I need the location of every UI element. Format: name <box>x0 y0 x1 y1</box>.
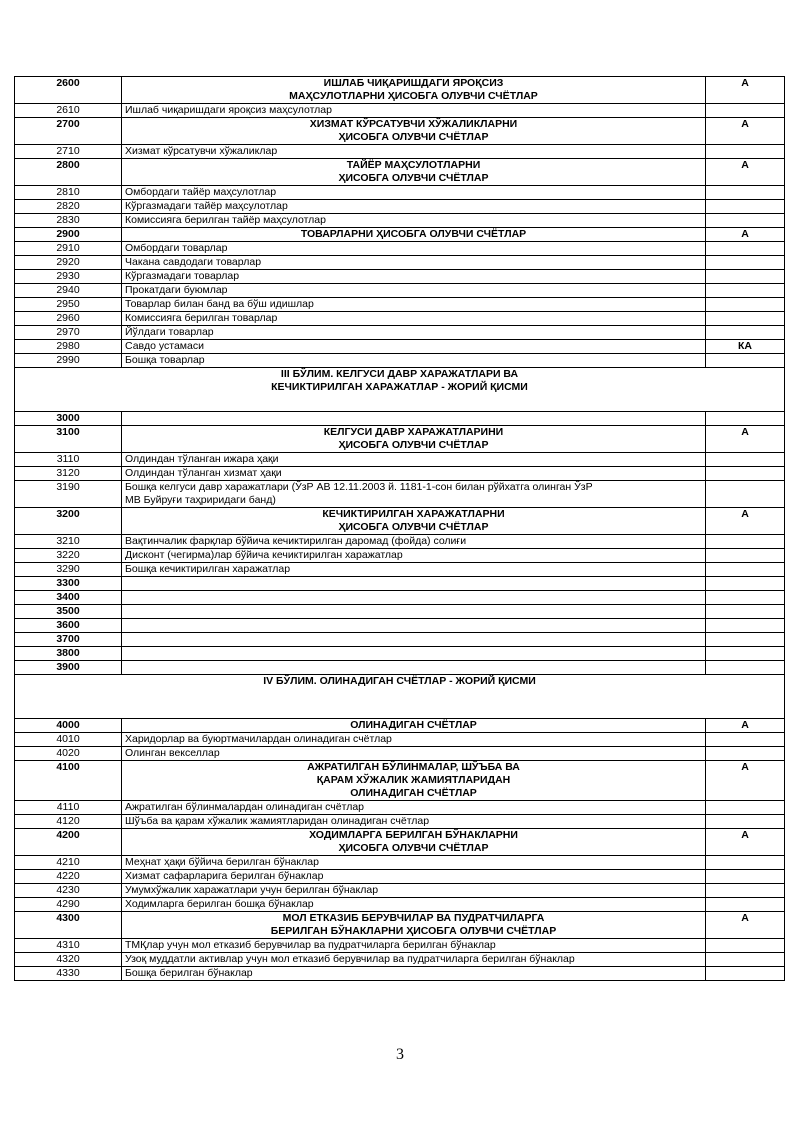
account-name <box>122 661 706 675</box>
account-type <box>706 939 785 953</box>
account-name <box>122 761 706 801</box>
account-name <box>122 256 706 270</box>
account-name <box>122 412 706 426</box>
account-name <box>122 298 706 312</box>
account-name-line: Харидорлар ва буюртмачилардан олинадиган счётлар <box>125 733 392 745</box>
account-name <box>122 214 706 228</box>
account-type <box>706 326 785 340</box>
account-name-line: Умумхўжалик харажатлари учун берилган бўнаклар <box>125 884 379 896</box>
account-code: 3400 <box>15 591 122 605</box>
account-group-row <box>15 228 785 242</box>
account-code: 3120 <box>15 467 122 481</box>
account-code: 4220 <box>15 870 122 884</box>
account-name <box>122 912 706 939</box>
account-type <box>706 354 785 368</box>
account-row <box>15 298 785 312</box>
account-group-row <box>15 508 785 535</box>
account-name <box>122 829 706 856</box>
account-name-line: Шўъба ва қарам хўжалик жамиятларидан олинадиган счётлар <box>125 815 430 827</box>
account-code: 3900 <box>15 661 122 675</box>
account-type <box>706 256 785 270</box>
account-name <box>122 326 706 340</box>
section-heading-line: IV БЎЛИМ. ОЛИНАДИГАН СЧЁТЛАР - ЖОРИЙ ҚИСМИ <box>263 675 536 687</box>
section-heading-row <box>15 368 785 412</box>
account-name-line: Чакана савдодаги товарлар <box>125 256 262 268</box>
account-type <box>706 563 785 577</box>
account-name-line: ТМҚлар учун мол етказиб берувчилар ва пудратчиларга берилган бўнаклар <box>125 939 496 951</box>
account-name <box>122 647 706 661</box>
account-name <box>122 953 706 967</box>
account-name <box>122 186 706 200</box>
account-name-line: ИШЛАБ ЧИҚАРИШДАГИ ЯРОҚСИЗ <box>323 77 504 89</box>
account-group-row <box>15 159 785 186</box>
account-name <box>122 159 706 186</box>
account-name-line: Ишлаб чиқаришдаги яроқсиз маҳсулотлар <box>125 104 332 116</box>
account-code: 4100 <box>15 761 122 801</box>
account-group-row <box>15 619 785 633</box>
account-type: А <box>706 77 785 104</box>
account-type <box>706 298 785 312</box>
account-name-line: Хизмат кўрсатувчи хўжаликлар <box>125 145 278 157</box>
account-name <box>122 733 706 747</box>
account-row <box>15 354 785 368</box>
account-code: 2980 <box>15 340 122 354</box>
account-name <box>122 508 706 535</box>
account-code: 2830 <box>15 214 122 228</box>
account-type: А <box>706 719 785 733</box>
account-row <box>15 563 785 577</box>
account-name-line: ОЛИНАДИГАН СЧЁТЛАР <box>350 787 477 799</box>
account-code: 4230 <box>15 884 122 898</box>
account-type <box>706 186 785 200</box>
account-type <box>706 815 785 829</box>
accounts-table-body <box>15 77 785 981</box>
account-row <box>15 801 785 815</box>
account-name <box>122 104 706 118</box>
account-type <box>706 577 785 591</box>
account-type: А <box>706 508 785 535</box>
account-type <box>706 747 785 761</box>
account-name <box>122 577 706 591</box>
section-heading-line: III БЎЛИМ. КЕЛГУСИ ДАВР ХАРАЖАТЛАРИ ВА <box>280 368 519 380</box>
section-heading-line: КЕЧИКТИРИЛГАН ХАРАЖАТЛАР - ЖОРИЙ ҚИСМИ <box>271 381 528 393</box>
account-name-line: Вақтинчалик фарқлар бўйича кечиктирилган даромад (фойда) солиғи <box>125 535 467 547</box>
account-type <box>706 412 785 426</box>
account-row <box>15 549 785 563</box>
account-type <box>706 870 785 884</box>
account-code: 2970 <box>15 326 122 340</box>
account-row <box>15 453 785 467</box>
account-code: 4210 <box>15 856 122 870</box>
account-code: 2910 <box>15 242 122 256</box>
account-type <box>706 549 785 563</box>
account-row <box>15 939 785 953</box>
account-row <box>15 340 785 354</box>
account-group-row <box>15 761 785 801</box>
account-type <box>706 884 785 898</box>
account-name-line: КЕЧИКТИРИЛГАН ХАРАЖАТЛАРНИ <box>322 508 505 520</box>
account-group-row <box>15 118 785 145</box>
account-name-line: Олдиндан тўланган хизмат ҳақи <box>125 467 282 479</box>
account-group-row <box>15 577 785 591</box>
account-type: А <box>706 829 785 856</box>
account-row <box>15 467 785 481</box>
account-row <box>15 967 785 981</box>
account-code: 2810 <box>15 186 122 200</box>
account-name-line: Кўргазмадаги товарлар <box>125 270 240 282</box>
account-group-row <box>15 412 785 426</box>
account-code: 3700 <box>15 633 122 647</box>
section-heading-row <box>15 675 785 719</box>
account-name <box>122 856 706 870</box>
account-code: 3800 <box>15 647 122 661</box>
account-type <box>706 104 785 118</box>
account-name <box>122 312 706 326</box>
account-row <box>15 312 785 326</box>
account-code: 4200 <box>15 829 122 856</box>
account-name-line <box>125 619 702 632</box>
account-type: КА <box>706 340 785 354</box>
account-code: 3500 <box>15 605 122 619</box>
account-code: 3210 <box>15 535 122 549</box>
account-code: 4300 <box>15 912 122 939</box>
account-name-line: БЕРИЛГАН БЎНАКЛАРНИ ҲИСОБГА ОЛУВЧИ СЧЁТЛАР <box>270 925 557 937</box>
account-code: 3300 <box>15 577 122 591</box>
account-name-line <box>125 661 702 674</box>
account-row <box>15 104 785 118</box>
account-code: 2900 <box>15 228 122 242</box>
account-row <box>15 856 785 870</box>
account-name <box>122 242 706 256</box>
account-type <box>706 467 785 481</box>
account-type <box>706 733 785 747</box>
account-name <box>122 591 706 605</box>
account-name <box>122 815 706 829</box>
account-name-line: ҲИСОБГА ОЛУВЧИ СЧЁТЛАР <box>338 842 489 854</box>
account-type <box>706 967 785 981</box>
account-code: 2800 <box>15 159 122 186</box>
account-code: 3110 <box>15 453 122 467</box>
account-code: 4020 <box>15 747 122 761</box>
account-code: 2920 <box>15 256 122 270</box>
account-name <box>122 967 706 981</box>
section-heading <box>15 368 785 412</box>
account-group-row <box>15 605 785 619</box>
account-row <box>15 733 785 747</box>
account-type <box>706 647 785 661</box>
account-name-line <box>125 412 702 425</box>
account-name-line: ХОДИМЛАРГА БЕРИЛГАН БЎНАКЛАРНИ <box>309 829 518 841</box>
account-name <box>122 145 706 159</box>
account-name-line: ҲИСОБГА ОЛУВЧИ СЧЁТЛАР <box>338 172 489 184</box>
account-name <box>122 118 706 145</box>
account-type: А <box>706 159 785 186</box>
account-name <box>122 453 706 467</box>
account-row <box>15 270 785 284</box>
account-name <box>122 354 706 368</box>
account-name <box>122 747 706 761</box>
account-name-line: МВ Буйруғи таҳриридаги банд) <box>125 494 276 506</box>
account-type <box>706 591 785 605</box>
page-number: 3 <box>396 1046 404 1063</box>
account-row <box>15 898 785 912</box>
account-type <box>706 214 785 228</box>
account-name <box>122 939 706 953</box>
account-type <box>706 242 785 256</box>
account-name <box>122 619 706 633</box>
account-name-line: ХИЗМАТ КЎРСАТУВЧИ ХЎЖАЛИКЛАРНИ <box>309 118 518 130</box>
account-type <box>706 633 785 647</box>
account-code: 2600 <box>15 77 122 104</box>
account-name <box>122 77 706 104</box>
account-name-line: Прокатдаги буюмлар <box>125 284 228 296</box>
account-group-row <box>15 661 785 675</box>
account-type <box>706 898 785 912</box>
account-name-line: ҚАРАМ ХЎЖАЛИК ЖАМИЯТЛАРИДАН <box>316 774 511 786</box>
account-code: 2700 <box>15 118 122 145</box>
account-code: 4290 <box>15 898 122 912</box>
account-group-row <box>15 912 785 939</box>
account-type <box>706 801 785 815</box>
account-type <box>706 661 785 675</box>
account-name <box>122 884 706 898</box>
account-row <box>15 326 785 340</box>
account-type <box>706 953 785 967</box>
account-name-line: Комиссияга берилган товарлар <box>125 312 278 324</box>
account-code: 3000 <box>15 412 122 426</box>
account-code: 2940 <box>15 284 122 298</box>
section-heading <box>15 675 785 719</box>
account-type: А <box>706 912 785 939</box>
account-name-line: Бошқа товарлар <box>125 354 205 366</box>
account-code: 2820 <box>15 200 122 214</box>
account-name-line: ТАЙЁР МАҲСУЛОТЛАРНИ <box>346 159 481 171</box>
account-name <box>122 549 706 563</box>
account-type <box>706 856 785 870</box>
account-code: 3600 <box>15 619 122 633</box>
account-name-line <box>125 605 702 618</box>
account-type <box>706 605 785 619</box>
account-name-line: Кўргазмадаги тайёр маҳсулотлар <box>125 200 288 212</box>
account-row <box>15 200 785 214</box>
account-code: 4330 <box>15 967 122 981</box>
account-name-line: АЖРАТИЛГАН БЎЛИНМАЛАР, ШЎЪБА ВА <box>307 761 520 773</box>
account-name-line: Савдо устамаси <box>125 340 204 352</box>
account-type <box>706 284 785 298</box>
account-group-row <box>15 719 785 733</box>
account-row <box>15 884 785 898</box>
account-name-line: Дисконт (чегирма)лар бўйича кечиктирилган харажатлар <box>125 549 403 561</box>
account-name <box>122 535 706 549</box>
account-type <box>706 619 785 633</box>
account-name-line: Бошқа келгуси давр харажатлари (ЎзР АВ 12.11.2003 й. 1181-1-сон билан рўйхатга олинган ЎзР <box>125 481 593 493</box>
account-group-row <box>15 633 785 647</box>
account-row <box>15 747 785 761</box>
account-code: 2610 <box>15 104 122 118</box>
account-name <box>122 481 706 508</box>
account-type <box>706 200 785 214</box>
account-type <box>706 535 785 549</box>
account-name <box>122 426 706 453</box>
account-type <box>706 145 785 159</box>
account-name <box>122 340 706 354</box>
account-name-line: МАҲСУЛОТЛАРНИ ҲИСОБГА ОЛУВЧИ СЧЁТЛАР <box>289 90 538 102</box>
account-name-line: КЕЛГУСИ ДАВР ХАРАЖАТЛАРИНИ <box>323 426 504 438</box>
account-name-line <box>125 647 702 660</box>
account-code: 4320 <box>15 953 122 967</box>
account-row <box>15 186 785 200</box>
account-row <box>15 953 785 967</box>
account-name-line: Комиссияга берилган тайёр маҳсулотлар <box>125 214 326 226</box>
account-type <box>706 481 785 508</box>
account-code: 3290 <box>15 563 122 577</box>
account-code: 4310 <box>15 939 122 953</box>
account-row <box>15 256 785 270</box>
account-name <box>122 801 706 815</box>
account-name-line: ТОВАРЛАРНИ ҲИСОБГА ОЛУВЧИ СЧЁТЛАР <box>300 228 527 240</box>
account-name <box>122 870 706 884</box>
account-name-line: ҲИСОБГА ОЛУВЧИ СЧЁТЛАР <box>338 131 489 143</box>
account-name-line: Ажратилган бўлинмалардан олинадиган счётлар <box>125 801 365 813</box>
account-name-line: Омбордаги тайёр маҳсулотлар <box>125 186 277 198</box>
account-name-line: Бошқа кечиктирилган харажатлар <box>125 563 291 575</box>
account-group-row <box>15 591 785 605</box>
account-code: 3220 <box>15 549 122 563</box>
account-group-row <box>15 77 785 104</box>
account-type <box>706 453 785 467</box>
account-code: 2710 <box>15 145 122 159</box>
account-code: 3200 <box>15 508 122 535</box>
account-name-line: МОЛ ЕТКАЗИБ БЕРУВЧИЛАР ВА ПУДРАТЧИЛАРГА <box>282 912 545 924</box>
account-name-line: ОЛИНАДИГАН СЧЁТЛАР <box>350 719 477 731</box>
account-code: 4010 <box>15 733 122 747</box>
account-group-row <box>15 829 785 856</box>
account-name-line: ҲИСОБГА ОЛУВЧИ СЧЁТЛАР <box>338 521 489 533</box>
account-name <box>122 563 706 577</box>
account-row <box>15 481 785 508</box>
accounts-table <box>14 76 785 981</box>
account-name-line <box>125 577 702 590</box>
account-code: 3100 <box>15 426 122 453</box>
account-code: 4110 <box>15 801 122 815</box>
account-row <box>15 214 785 228</box>
account-type <box>706 312 785 326</box>
account-name <box>122 284 706 298</box>
account-name-line: Меҳнат ҳақи бўйича берилган бўнаклар <box>125 856 319 868</box>
account-name-line <box>125 591 702 604</box>
account-code: 2950 <box>15 298 122 312</box>
account-row <box>15 145 785 159</box>
account-name <box>122 633 706 647</box>
account-type <box>706 270 785 284</box>
account-name-line: Олдиндан тўланган ижара ҳақи <box>125 453 279 465</box>
account-name-line: Олинган векселлар <box>125 747 220 759</box>
account-name-line: Узоқ муддатли активлар учун мол етказиб берувчилар ва пудратчиларга берилган бўнаклар <box>125 953 575 965</box>
account-name <box>122 200 706 214</box>
account-name-line <box>125 633 702 646</box>
account-row <box>15 242 785 256</box>
account-name <box>122 898 706 912</box>
account-type: А <box>706 118 785 145</box>
account-row <box>15 535 785 549</box>
account-name-line: Ходимларга берилган бошқа бўнаклар <box>125 898 314 910</box>
account-name-line: Омбордаги товарлар <box>125 242 228 254</box>
account-code: 3190 <box>15 481 122 508</box>
account-group-row <box>15 647 785 661</box>
account-code: 2930 <box>15 270 122 284</box>
account-name <box>122 467 706 481</box>
account-type: А <box>706 228 785 242</box>
account-code: 2990 <box>15 354 122 368</box>
account-row <box>15 815 785 829</box>
account-name-line: ҲИСОБГА ОЛУВЧИ СЧЁТЛАР <box>338 439 489 451</box>
account-name-line: Йўлдаги товарлар <box>125 326 214 338</box>
account-name-line: Бошқа берилган бўнаклар <box>125 967 253 979</box>
account-code: 4000 <box>15 719 122 733</box>
account-name <box>122 605 706 619</box>
account-name <box>122 228 706 242</box>
account-name <box>122 719 706 733</box>
account-type: А <box>706 426 785 453</box>
account-group-row <box>15 426 785 453</box>
account-name <box>122 270 706 284</box>
account-row <box>15 870 785 884</box>
account-code: 4120 <box>15 815 122 829</box>
account-name-line: Товарлар билан банд ва бўш идишлар <box>125 298 314 310</box>
account-type: А <box>706 761 785 801</box>
account-code: 2960 <box>15 312 122 326</box>
account-row <box>15 284 785 298</box>
account-name-line: Хизмат сафарларига берилган бўнаклар <box>125 870 324 882</box>
